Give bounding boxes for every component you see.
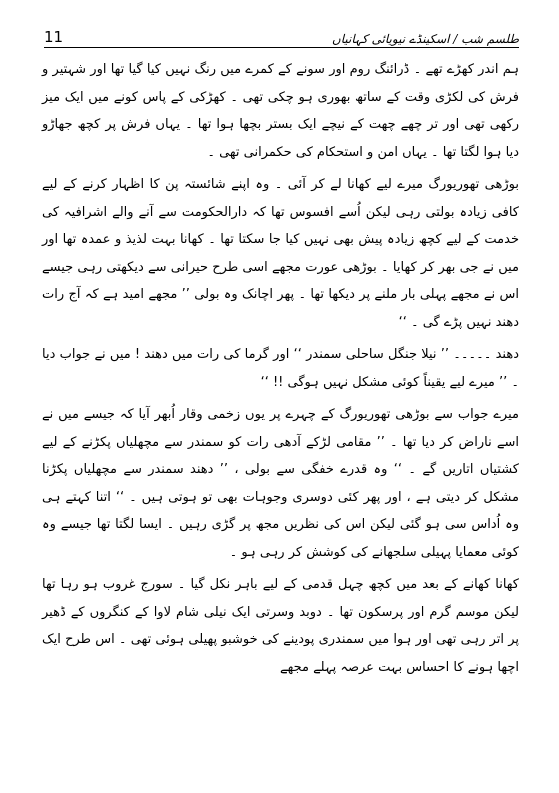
running-title: طلسمِ شب / اسکینڈے نیویائی کہانیاں bbox=[331, 32, 519, 46]
page-number: 11 bbox=[44, 28, 64, 46]
paragraph-4: میرے جواب سے بوڑھی تھوریورگ کے چہرے پر یوں زخمی وقار اُبھر آیا کہ جیسے میں نے اسے ناراض کر دیا تھا ۔ ’’ مقامی لڑکے آدھی رات کو سمندر سے مچھلیاں پکڑنے کے لیے کشتیاں اتاریں گے ۔ ‘‘ وہ قدرے خفگی سے بولی ، ’’ دھند سمندر سے مچھلیاں پکڑنا مشکل کر دیتی ہے ، اور پھر کئی دوسری وجوہات بھی تو ہوتی ہیں ۔ ‘‘ اتنا کہتے ہی وہ اُداس سی ہو گئی لیکن اس کی نظریں مجھ پر گڑی رہیں ۔ ایسا لگتا تھا جیسے وہ کوئی معمایا پہیلی سلجھانے کی کوشش کر رہی ہو ۔ bbox=[42, 407, 519, 560]
body-text bbox=[42, 56, 519, 686]
paragraph-2: بوڑھی تھوریورگ میرے لیے کھانا لے کر آئی ۔ وہ اپنے شائستہ پن کا اظہار کرنے کے لیے کافی زیادہ بولتی رہی لیکن اُسے افسوس تھا کہ دارالحکومت سے آنے والے اشرافیہ کی خدمت کے لیے کچھ زیادہ پیش بھی نہیں کیا جا سکتا تھا ۔ کھانا بہت لذیذ و عمدہ تھا اور میں نے جی بھر کر کھایا ۔ بوڑھی عورت مجھے اسی طرح حیرانی سے دیکھتی رہی جیسے اس نے مجھے پہلی بار ملنے پر دیکھا تھا ۔ پھر اچانک وہ بولی ’’ مجھے امید ہے کہ آج رات دھند نہیں پڑے گی ۔ ‘‘ bbox=[42, 177, 519, 330]
paragraph-5: کھانا کھانے کے بعد میں کچھ چہل قدمی کے لیے باہر نکل گیا ۔ سورج غروب ہو رہا تھا لیکن موسم گرم اور پرسکون تھا ۔ دوبد وسرتی ایک نیلی شام لاوا کے کنگروں کے ڈھیر پر اتر رہی تھی اور ہوا میں سمندری پودینے کی خوشبو پھیلی ہوئی تھی ۔ اس طرح ایک اچھا ہونے کا احساس بہت عرصہ پہلے مجھے bbox=[42, 577, 519, 675]
paragraph-1: ہم اندر کھڑے تھے ۔ ڈرائنگ روم اور سونے کے کمرے میں رنگ نہیں کیا گیا تھا اور شہتیر و فرش کی لکڑی وقت کے ساتھ بھوری ہو چکی تھی ۔ کھڑکی کے پاس کونے میں ایک میز رکھی تھی اور تر چھے چھت کے نیچے ایک بستر بچھا ہوا تھا ۔ یہاں فرش پر کچھ جھاڑو دیا ہوا لگتا تھا ۔ یہاں امن و استحکام کی حکمرانی تھی ۔ bbox=[42, 62, 519, 160]
page-header bbox=[44, 22, 519, 46]
paragraph-3: دھند ۔۔۔۔۔ ’’ نیلا جنگل ساحلی سمندر ‘‘ اور گرما کی رات میں دھند ! میں نے جواب دیا ۔ ’’ میرے لیے یقیناً کوئی مشکل نہیں ہوگی !! ‘‘ bbox=[42, 347, 519, 390]
header-rule bbox=[44, 47, 519, 48]
